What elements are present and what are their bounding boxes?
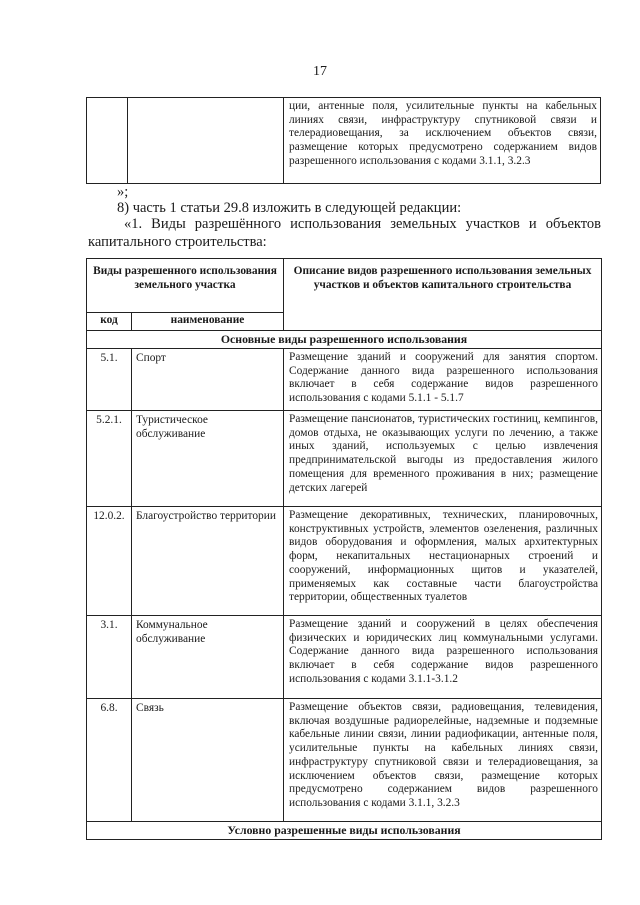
row-name: Связь (132, 699, 284, 822)
row-code: 5.1. (87, 349, 132, 411)
row-description: Размещение зданий и сооружений в целях обеспечения физических и юридических лиц коммунальными услугами. Содержание данного вида разрешенного использования включает в себя содержание видов разрешенного использования с кодами 3.1.1-3.1.2 (284, 616, 602, 699)
row-code: 6.8. (87, 699, 132, 822)
table-row (87, 616, 602, 699)
article-intro: «1. Виды разрешённого использования земельных участков и объектов капитального строительства: (88, 216, 601, 250)
continuation-description: ции, антенные поля, усилительные пункты на кабельных линиях связи, инфраструктуру спутниковой связи и телерадиовещания, за исключением объектов связи, размещение которых предусмотрено содержанием видов разрешенного использования с кодами 3.1.1, 3.2.3 (284, 98, 601, 184)
empty-code-cell (87, 98, 128, 184)
section-conditional-uses: Условно разрешенные виды использования (87, 822, 602, 840)
closing-quote: »; (117, 184, 129, 200)
page-number: 17 (313, 64, 327, 79)
row-description: Размещение объектов связи, радиовещания, телевидения, включая воздушные радиорелейные, надземные и подземные кабельные линии связи, линии радиофикации, антенные поля, усилительные пункты на кабельных линиях связи, инфраструктуру спутниковой связи и телерадиовещания, за исключением объектов связи, размещение которых предусмотрено содержанием видов разрешенного использования с кодами 3.1.1, 3.2.3 (284, 699, 602, 822)
table-row (87, 98, 601, 184)
row-code: 12.0.2. (87, 507, 132, 616)
header-name: наименование (132, 313, 284, 331)
row-name: Благоустройство территории (132, 507, 284, 616)
table-row (87, 411, 602, 507)
header-land-use-types: Виды разрешенного использования земельного участка (87, 259, 284, 313)
amendment-item-8: 8) часть 1 статьи 29.8 изложить в следующей редакции: (117, 200, 462, 216)
empty-name-cell (128, 98, 284, 184)
row-description: Размещение зданий и сооружений для занятия спортом. Содержание данного вида разрешенного использования включает в себя содержание видов разрешенного использования с кодами 5.1.1 - 5.1.7 (284, 349, 602, 411)
section-row (87, 331, 602, 349)
row-description: Размещение пансионатов, туристических гостиниц, кемпингов, домов отдыха, не оказывающих услуги по лечению, а также иных зданий, используемых с целью извлечения предпринимательской выгоды из предоставления жилого помещения для временного проживания в них; размещение детских лагерей (284, 411, 602, 507)
land-use-table (86, 258, 602, 840)
header-code: код (87, 313, 132, 331)
row-description: Размещение декоративных, технических, планировочных, конструктивных устройств, элементов озеленения, различных видов оборудования и оформления, малых архитектурных форм, некапитальных нестационарных строений и сооружений, информационных щитов и указателей, применяемых как составные части благоустройства территории, общественных туалетов (284, 507, 602, 616)
row-code: 5.2.1. (87, 411, 132, 507)
section-row (87, 822, 602, 840)
table-header-row (87, 259, 602, 313)
continuation-table (86, 97, 601, 184)
row-name: Туристическое обслуживание (132, 411, 284, 507)
header-description: Описание видов разрешенного использования земельных участков и объектов капитального строительства (284, 259, 602, 331)
table-row (87, 349, 602, 411)
table-row (87, 699, 602, 822)
row-name: Коммунальное обслуживание (132, 616, 284, 699)
section-main-uses: Основные виды разрешенного использования (87, 331, 602, 349)
table-row (87, 507, 602, 616)
row-name: Спорт (132, 349, 284, 411)
row-code: 3.1. (87, 616, 132, 699)
